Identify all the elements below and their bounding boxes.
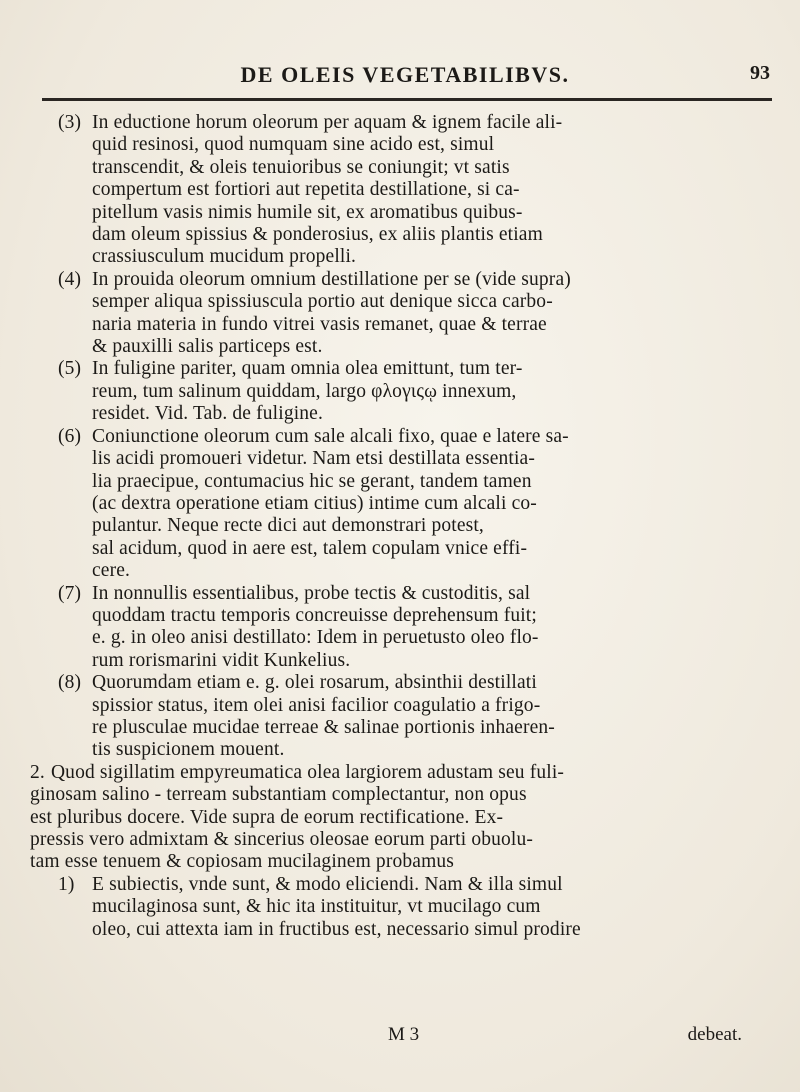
text-line: spissior status, item olei anisi facilior coagulatio a frigo- xyxy=(92,694,541,716)
text-line: lia praecipue, contumacius hic se gerant, tandem tamen xyxy=(92,470,532,492)
paragraph xyxy=(58,112,754,269)
text-line: tis suspicionem mouent. xyxy=(92,739,285,761)
text-line: mucilaginosa sunt, & hic ita instituitur, vt mucilago cum xyxy=(92,896,541,918)
text-line: compertum est fortiori aut repetita destillatione, si ca- xyxy=(92,179,520,201)
text-line: sal acidum, quod in aere est, talem copulam vnice effi- xyxy=(92,537,528,559)
body-text xyxy=(30,112,754,941)
page-number: 93 xyxy=(750,62,770,84)
paragraph-label: (7) xyxy=(58,582,82,604)
text-line: oleo, cui attexta iam in fructibus est, necessario simul prodire xyxy=(92,918,581,940)
text-line: Quod sigillatim empyreumatica olea largiorem adustam seu fuli- xyxy=(50,761,565,783)
text-line: reum, tum salinum quiddam, largo φλογιςῳ innexum, xyxy=(92,380,517,402)
text-line: dam oleum spissius & ponderosius, ex aliis plantis etiam xyxy=(92,224,543,246)
catchword: debeat. xyxy=(687,1024,742,1045)
text-line: Quorumdam etiam e. g. olei rosarum, absinthii destillati xyxy=(92,672,537,694)
text-line: semper aliqua spissiuscula portio aut denique sicca carbo- xyxy=(92,291,553,313)
running-head: DE OLEIS VEGETABILIBVS. xyxy=(240,62,570,87)
text-line: transcendit, & oleis tenuioribus se coniungit; vt satis xyxy=(92,156,510,178)
text-line: In fuligine pariter, quam omnia olea emittunt, tum ter- xyxy=(92,358,523,380)
paragraph xyxy=(58,269,754,359)
text-line: pulantur. Neque recte dici aut demonstrari potest, xyxy=(92,515,484,537)
text-line: Coniunctione oleorum cum sale alcali fixo, quae e latere sa- xyxy=(92,425,569,447)
paragraph xyxy=(58,874,754,941)
paragraph xyxy=(58,358,754,425)
text-line: crassiusculum mucidum propelli. xyxy=(92,246,357,268)
paragraph xyxy=(30,762,754,874)
text-line: lis acidi promoueri videtur. Nam etsi destillata essentia- xyxy=(92,448,536,470)
paragraph-label: (6) xyxy=(58,425,82,447)
text-line: residet. Vid. Tab. de fuligine. xyxy=(92,403,324,425)
text-line: cere. xyxy=(92,560,131,582)
text-line: E subiectis, vnde sunt, & modo eliciendi. Nam & illa simul xyxy=(92,873,563,895)
signature-mark: M 3 xyxy=(388,1024,420,1045)
page-header xyxy=(40,62,770,92)
text-line: re plusculae mucidae terreae & salinae portionis inhaeren- xyxy=(92,716,555,738)
text-line: quid resinosi, quod numquam sine acido est, simul xyxy=(92,134,495,156)
paragraph xyxy=(58,672,754,762)
paragraph-label: (3) xyxy=(58,112,82,133)
text-line: (ac dextra operatione etiam citius) intime cum alcali co- xyxy=(92,492,537,514)
text-line: naria materia in fundo vitrei vasis remanet, quae & terrae xyxy=(92,313,547,335)
text-line: & pauxilli salis particeps est. xyxy=(92,336,323,358)
paragraph xyxy=(58,583,754,673)
header-rule xyxy=(42,98,772,101)
text-line: pitellum vasis nimis humile sit, ex aromatibus quibus- xyxy=(92,201,523,223)
text-line: rum rorismarini vidit Kunkelius. xyxy=(92,649,351,671)
text-line: ginosam salino - terream substantiam complectantur, non opus xyxy=(30,784,527,806)
page-footer xyxy=(58,1024,754,1048)
text-line: In eductione horum oleorum per aquam & ignem facile ali- xyxy=(92,112,563,133)
text-line: e. g. in oleo anisi destillato: Idem in peruetusto oleo flo- xyxy=(92,627,539,649)
paragraph-label: 2. xyxy=(30,761,45,783)
text-line: est pluribus docere. Vide supra de eorum rectificatione. Ex- xyxy=(30,806,504,828)
text-line: In prouida oleorum omnium destillatione per se (vide supra) xyxy=(92,268,571,290)
paragraph-label: 1) xyxy=(58,873,75,895)
paragraph xyxy=(58,426,754,583)
text-line: quoddam tractu temporis concreuisse deprehensum fuit; xyxy=(92,604,537,626)
paragraph-label: (8) xyxy=(58,672,82,694)
text-line: pressis vero admixtam & sincerius oleosae eorum parti obuolu- xyxy=(30,829,534,850)
paragraph-label: (5) xyxy=(58,358,82,380)
paragraph-label: (4) xyxy=(58,268,82,290)
text-line: In nonnullis essentialibus, probe tectis & custoditis, sal xyxy=(92,582,531,604)
text-line: tam esse tenuem & copiosam mucilaginem probamus xyxy=(30,851,455,873)
